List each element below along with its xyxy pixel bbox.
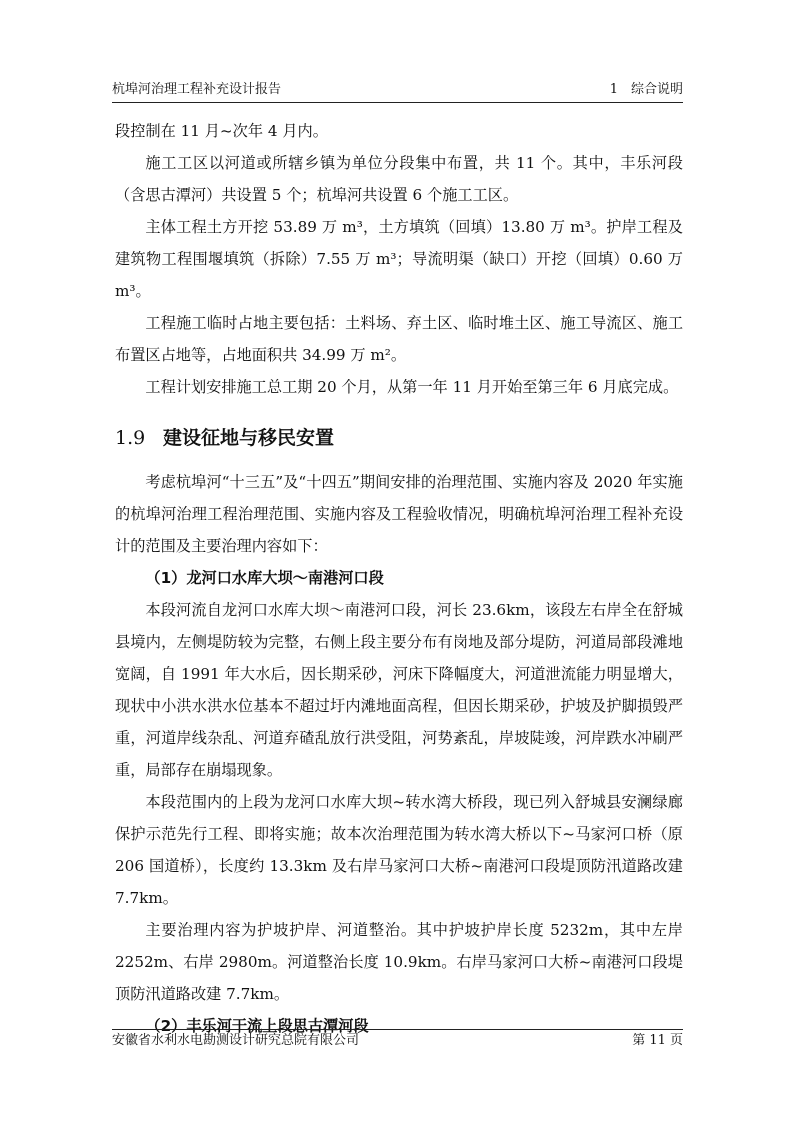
paragraph-schedule: 工程计划安排施工总工期 20 个月，从第一年 11 月开始至第三年 6 月底完成。	[145, 378, 679, 396]
paragraph-temporary-land: 工程施工临时占地主要包括：土料场、弃土区、临时堆土区、施工导流区、施工布置区占地等，占地面积共 34.99 万 m²。	[115, 314, 683, 364]
section-number: 1.9	[115, 427, 146, 449]
paragraph-continued: 段控制在 11 月~次年 4 月内。	[115, 122, 328, 140]
paragraph-intro: 考虑杭埠河“十三五”及“十四五”期间安排的治理范围、实施内容及 2020 年实施的杭埠河治理工程治理范围、实施内容及工程验收情况，明确杭埠河治理工程补充设计的范围及主要治理内容如下：	[115, 473, 683, 555]
footer-page-number: 第 11 页	[632, 1033, 683, 1048]
footer-organization: 安徽省水利水电勘测设计研究总院有限公司	[112, 1033, 360, 1048]
page-body	[115, 115, 683, 1042]
section-title: 建设征地与移民安置	[163, 427, 335, 449]
header-divider	[112, 102, 683, 103]
section-heading	[115, 420, 683, 456]
page-footer	[112, 1032, 683, 1050]
paragraph-earthwork: 主体工程土方开挖 53.89 万 m³，土方填筑（回填）13.80 万 m³。护岸工程及建筑物工程围堰填筑（拆除）7.55 万 m³；导流明渠（缺口）开挖（回填）0.60 万 m³。	[115, 218, 683, 300]
header-chapter: 1 综合说明	[609, 82, 683, 97]
paragraph-reach-works: 主要治理内容为护坡护岸、河道整治。其中护坡护岸长度 5232m，其中左岸 2252m、右岸 2980m。河道整治长度 10.9km。右岸马家河口大桥~南港河口段堤顶防汛道路改建 7.7km。	[115, 921, 683, 1003]
paragraph-reach-scope: 本段范围内的上段为龙河口水库大坝~转水湾大桥段，现已列入舒城县安澜绿廊保护示范先行工程、即将实施；故本次治理范围为转水湾大桥以下~马家河口桥（原 206 国道桥），长度约 13.3km 及右岸马家河口大桥~南港河口段堤顶防汛道路改建 7.7km。	[115, 793, 683, 907]
subsection-heading-1: （1）龙河口水库大坝～南港河口段	[145, 569, 384, 587]
header-report-title: 杭埠河治理工程补充设计报告	[112, 82, 282, 97]
footer-divider	[112, 1029, 683, 1030]
paragraph-reach-description: 本段河流自龙河口水库大坝～南港河口段，河长 23.6km，该段左右岸全在舒城县境内，左侧堤防较为完整，右侧上段主要分布有岗地及部分堤防，河道局部段滩地宽阔，自 1991 年大水后，因长期采砂，河床下降幅度大，河道泄流能力明显增大，现状中小洪水洪水位基本不超过圩内滩地面高程，但因长期采砂，护坡及护脚损毁严重，河道岸线杂乱、河道弃碴乱放行洪受阻，河势紊乱，岸坡陡竣，河岸跌水冲刷严重，局部存在崩塌现象。	[115, 601, 683, 779]
paragraph-work-zones: 施工工区以河道或所辖乡镇为单位分段集中布置，共 11 个。其中，丰乐河段（含思古潭河）共设置 5 个；杭埠河共设置 6 个施工工区。	[115, 154, 683, 204]
subsection-heading-2: （2）丰乐河干流上段思古潭河段	[145, 1017, 369, 1035]
page-header	[112, 81, 683, 99]
